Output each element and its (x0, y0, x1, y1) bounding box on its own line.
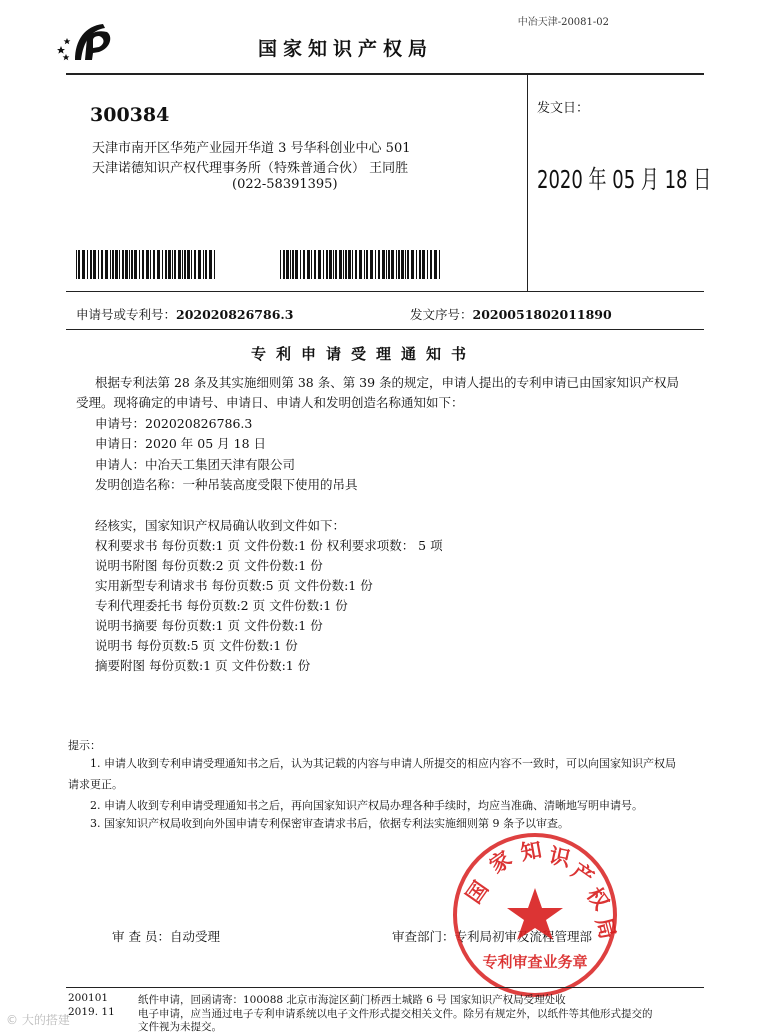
barcode-bar (283, 250, 285, 279)
barcode-bar (311, 250, 312, 279)
barcode-bar (209, 250, 212, 279)
recipient-phone: (022-58391395) (232, 177, 338, 192)
barcode-bar (396, 250, 397, 279)
tip-3: 3. 国家知识产权局收到向外国申请专利保密审查请求书后，依据专利法实施细则第 9 条予以审查。 (90, 817, 569, 830)
barcode-bar (162, 250, 163, 279)
barcode-bar (129, 250, 130, 279)
svg-text:产: 产 (567, 858, 599, 891)
barcode-bar (348, 250, 351, 279)
meta-bottom-rule (66, 329, 704, 330)
field-invention-title: 发明创造名称：一种吊装高度受限下使用的吊具 (95, 477, 358, 492)
barcode-bar (439, 250, 440, 279)
barcode-bar (214, 250, 215, 279)
barcode-bar (205, 250, 207, 279)
barcode-left (76, 250, 261, 279)
department-label: 审查部门： (392, 929, 455, 944)
barcode-bar (292, 250, 294, 279)
barcode-bar (411, 250, 414, 279)
svg-text:识: 识 (546, 843, 573, 872)
barcode-bar (430, 250, 432, 279)
barcode-bar (366, 250, 368, 279)
header-bottom-rule (66, 291, 704, 292)
barcode-bar (110, 250, 111, 279)
file-item: 专利代理委托书 每份页数:2 页 文件份数:1 份 (95, 598, 348, 613)
office-name: 国家知识产权局 (258, 38, 434, 60)
field-application-date: 申请日：2020 年 05 月 18 日 (95, 436, 266, 451)
barcode-bar (391, 250, 394, 279)
tips-label: 提示： (68, 739, 101, 752)
barcode-bar (375, 250, 376, 279)
address-line-1: 天津市南开区华苑产业园开华道 3 号华科创业中心 501 (92, 141, 411, 156)
barcode-bar (174, 250, 176, 279)
svg-text:局: 局 (591, 915, 620, 942)
barcode-bar (303, 250, 305, 279)
dispatch-date-label: 发文日： (537, 101, 590, 116)
application-number-row (76, 305, 293, 323)
barcode-bar (339, 250, 342, 279)
file-item: 摘要附图 每份页数:1 页 文件份数:1 份 (95, 658, 311, 673)
barcode-bar (90, 250, 92, 279)
barcode-bar (286, 250, 289, 279)
barcode-bar (98, 250, 99, 279)
barcode-bar (203, 250, 204, 279)
footer-rule (66, 987, 704, 988)
file-item: 说明书摘要 每份页数:1 页 文件份数:1 份 (95, 618, 323, 633)
barcode-bar (165, 250, 167, 279)
barcode-bar (359, 250, 362, 279)
barcode-bar (307, 250, 310, 279)
barcode-bar (382, 250, 385, 279)
barcode-bar (364, 250, 365, 279)
barcode-bar (194, 250, 196, 279)
barcode-bar (335, 250, 337, 279)
dispatch-date-value: 2020 年 05 月 18 日 (537, 165, 712, 194)
barcode-bar (153, 250, 155, 279)
examiner-value: 自动受理 (169, 929, 220, 944)
barcode-bar (290, 250, 291, 279)
barcode-bar (182, 250, 183, 279)
barcode-bar (422, 250, 425, 279)
barcode-bar (355, 250, 357, 279)
barcode-bar (398, 250, 400, 279)
tip-2: 2. 申请人收到专利申请受理通知书之后，再向国家知识产权局办理各种手续时，均应当准确、清晰地写明申请号。 (90, 799, 643, 812)
barcode-bar (150, 250, 151, 279)
barcode-bar (191, 250, 192, 279)
barcode-bar (134, 250, 137, 279)
top-rule (66, 73, 704, 75)
file-item: 实用新型专利请求书 每份页数:5 页 文件份数:1 份 (95, 578, 373, 593)
date-divider (527, 74, 528, 292)
examiner-row (112, 927, 220, 947)
seal-inner-text: 专利审查业务章 (482, 953, 588, 971)
svg-text:权: 权 (581, 883, 614, 915)
barcode-bar (386, 250, 387, 279)
barcode-bar (378, 250, 380, 279)
serial-number-row (410, 305, 612, 323)
file-item: 权利要求书 每份页数:1 页 文件份数:1 份 权利要求项数： 5 项 (95, 538, 443, 553)
intro-line-1: 根据专利法第 28 条及其实施细则第 38 条、第 39 条的规定，申请人提出的专利申请已由国家知识产权局 (95, 375, 680, 390)
barcode-bar (419, 250, 421, 279)
tip-1-line-2: 请求更正。 (68, 778, 123, 791)
footer-code-2: 2019. 11 (68, 1006, 115, 1018)
barcode-right (280, 250, 490, 279)
barcode-bar (345, 250, 347, 279)
barcode-bar (184, 250, 186, 279)
tip-1-line-1: 1. 申请人收到专利申请受理通知书之后，认为其记载的内容与申请人所提交的相应内容不一致时，可以向国家知识产权局 (90, 757, 676, 770)
svg-text:家: 家 (485, 846, 517, 879)
barcode-bar (178, 250, 181, 279)
department-value: 专利局初审及流程管理部 (454, 929, 593, 944)
application-number-label: 申请号或专利号： (76, 307, 177, 322)
seal-icon (450, 830, 620, 1000)
barcode-bar (427, 250, 428, 279)
barcode-bar (76, 250, 77, 279)
barcode-bar (198, 250, 201, 279)
receipt-intro: 经核实，国家知识产权局确认收到文件如下： (95, 518, 346, 533)
barcode-bar (323, 250, 324, 279)
barcode-bar (314, 250, 316, 279)
footer-line-1: 纸件申请，回函请寄：100088 北京市海淀区蓟门桥西土城路 6 号 国家知识产权局受理处收 (138, 994, 566, 1006)
official-seal (450, 830, 620, 1004)
barcode-bar (146, 250, 149, 279)
postal-code: 300384 (90, 104, 170, 126)
file-item: 说明书附图 每份页数:2 页 文件份数:1 份 (95, 558, 323, 573)
barcode-bar (125, 250, 128, 279)
field-application-number: 申请号：202020826786.3 (95, 416, 253, 431)
application-number: 202020826786.3 (176, 307, 294, 322)
barcode-bar (343, 250, 344, 279)
barcode-bar (333, 250, 334, 279)
barcode-bar (142, 250, 144, 279)
barcode-bar (119, 250, 120, 279)
barcode-bar (115, 250, 118, 279)
barcode-bar (407, 250, 409, 279)
barcode-bar (329, 250, 332, 279)
barcode-bar (388, 250, 390, 279)
serial-number: 2020051802011890 (472, 307, 612, 322)
footer-line-3: 文件视为未提交。 (138, 1021, 222, 1033)
intro-line-2: 受理。现将确定的申请号、申请日、申请人和发明创造名称通知如下： (76, 395, 464, 410)
barcode-bar (87, 250, 88, 279)
svg-text:知: 知 (518, 837, 544, 865)
barcode-bar (112, 250, 114, 279)
address-line-2: 天津诺德知识产权代理事务所（特殊普通合伙） 王同胜 (92, 161, 409, 176)
barcode-bar (416, 250, 417, 279)
footer-line-2: 电子申请，应当通过电子专利申请系统以电子文件形式提交相关文件。除另有规定外，以纸件等其他形式提交的 (138, 1008, 653, 1020)
barcode-bar (172, 250, 173, 279)
barcode-bar (78, 250, 80, 279)
cnipa-logo-icon (55, 20, 115, 68)
barcode-bar (326, 250, 328, 279)
form-code: 中冶天津-20081-02 (517, 17, 609, 28)
barcode-bar (352, 250, 353, 279)
barcode-bar (139, 250, 140, 279)
svg-text:国: 国 (461, 876, 494, 908)
barcode-bar (82, 250, 85, 279)
file-item: 说明书 每份页数:5 页 文件份数:1 份 (95, 638, 298, 653)
barcode-bar (105, 250, 108, 279)
watermark: © 大的搭建 (6, 1013, 70, 1027)
barcode-bar (318, 250, 321, 279)
serial-number-label: 发文序号： (410, 307, 473, 322)
barcode-bar (101, 250, 103, 279)
barcode-bar (122, 250, 124, 279)
barcode-bar (168, 250, 171, 279)
barcode-bar (401, 250, 404, 279)
barcode-bar (187, 250, 190, 279)
notice-title: 专利申请受理通知书 (251, 345, 477, 363)
barcode-bar (280, 250, 281, 279)
barcode-bar (157, 250, 160, 279)
examiner-label: 审 查 员： (112, 929, 170, 944)
barcode-bar (93, 250, 96, 279)
barcode-bar (405, 250, 406, 279)
field-applicant: 申请人：中冶天工集团天津有限公司 (95, 457, 296, 472)
footer-code-1: 200101 (68, 992, 109, 1004)
barcode-bar (434, 250, 437, 279)
barcode-bar (295, 250, 298, 279)
barcode-bar (300, 250, 301, 279)
barcode-bar (131, 250, 133, 279)
barcode-bar (370, 250, 373, 279)
